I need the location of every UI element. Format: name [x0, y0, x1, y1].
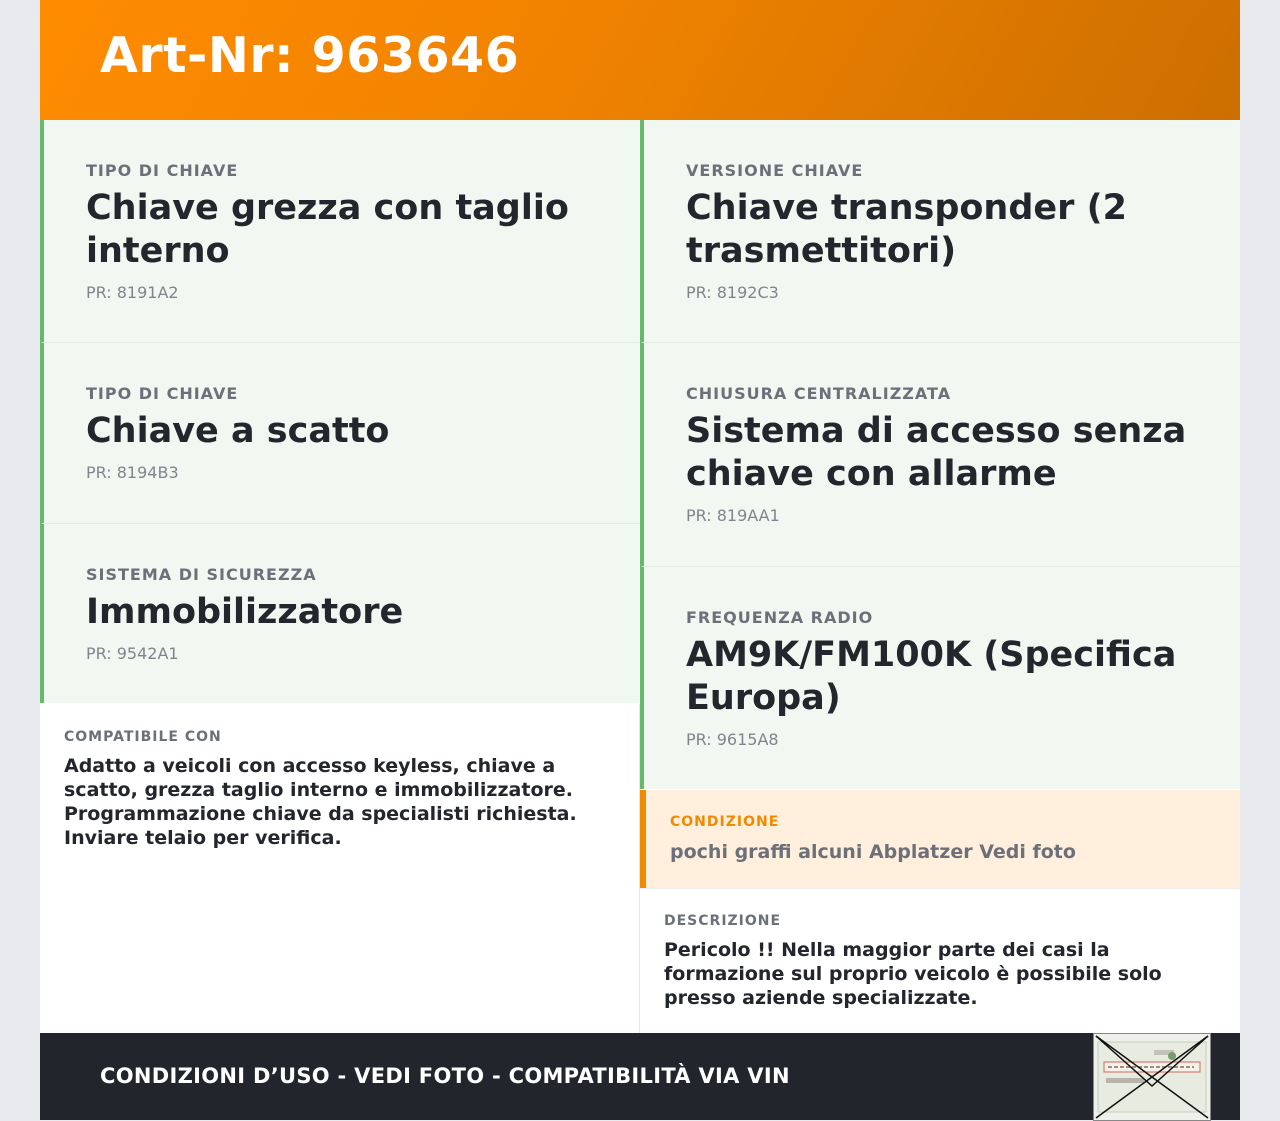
- condition-section: [640, 790, 1240, 888]
- description-label: DESCRIZIONE: [664, 913, 782, 929]
- condition-text: pochi graffi alcuni Abplatzer Vedi foto: [670, 841, 1076, 863]
- compatible-text: Adatto a veicoli con accesso keyless, chiave a scatto, grezza taglio interno e immobilizzatore. Programmazione chiave da specialisti richiesta. Inviare telaio per verifica.: [64, 755, 577, 849]
- footer-bar: [40, 1033, 1240, 1120]
- spec-card-key-type: [40, 120, 640, 343]
- spec-label: SISTEMA DI SICUREZZA: [86, 565, 317, 584]
- spec-label: FREQUENZA RADIO: [686, 608, 874, 627]
- footer-text: CONDIZIONI D’USO - VEDI FOTO - COMPATIBILITÀ VIA VIN: [100, 1064, 790, 1088]
- spec-card-key-type-2: [40, 343, 640, 524]
- spec-value: AM9K/FM100K (Specifica Europa): [686, 635, 1177, 718]
- page-header: [40, 0, 1240, 120]
- spec-value: Chiave grezza con taglio interno: [86, 188, 569, 271]
- spec-value: Chiave a scatto: [86, 411, 390, 451]
- spec-pr-code: PR: 819AA1: [686, 506, 780, 525]
- description-section: [640, 888, 1240, 1034]
- spec-label: CHIUSURA CENTRALIZZATA: [686, 384, 952, 403]
- spec-pr-code: PR: 8191A2: [86, 283, 179, 302]
- spec-value: Chiave transponder (2 trasmettitori): [686, 188, 1127, 271]
- product-page: [40, 0, 1240, 1120]
- spec-pr-code: PR: 9615A8: [686, 730, 779, 749]
- spec-pr-code: PR: 9542A1: [86, 644, 179, 663]
- spec-value: Immobilizzatore: [86, 592, 404, 632]
- article-number-title: Art-Nr: 963646: [100, 27, 520, 84]
- spec-card-radio-frequency: [640, 567, 1240, 789]
- spec-card-central-locking: [640, 343, 1240, 567]
- spec-label: TIPO DI CHIAVE: [86, 384, 239, 403]
- condition-label: CONDIZIONE: [670, 814, 780, 830]
- spec-label: VERSIONE CHIAVE: [686, 161, 864, 180]
- spec-card-security: [40, 524, 640, 703]
- spec-pr-code: PR: 8194B3: [86, 463, 179, 482]
- compatible-section: [40, 704, 640, 1033]
- vin-label-photo-icon: [1094, 1034, 1210, 1120]
- spec-label: TIPO DI CHIAVE: [86, 161, 239, 180]
- description-text: Pericolo !! Nella maggior parte dei casi la formazione sul proprio veicolo è possibile solo presso aziende specializzate.: [664, 939, 1162, 1009]
- vin-label-photo-thumbnail[interactable]: [1093, 1033, 1211, 1121]
- spec-card-key-version: [640, 120, 1240, 343]
- spec-value: Sistema di accesso senza chiave con allarme: [686, 411, 1187, 494]
- compatible-label: COMPATIBILE CON: [64, 729, 222, 745]
- spec-pr-code: PR: 8192C3: [686, 283, 779, 302]
